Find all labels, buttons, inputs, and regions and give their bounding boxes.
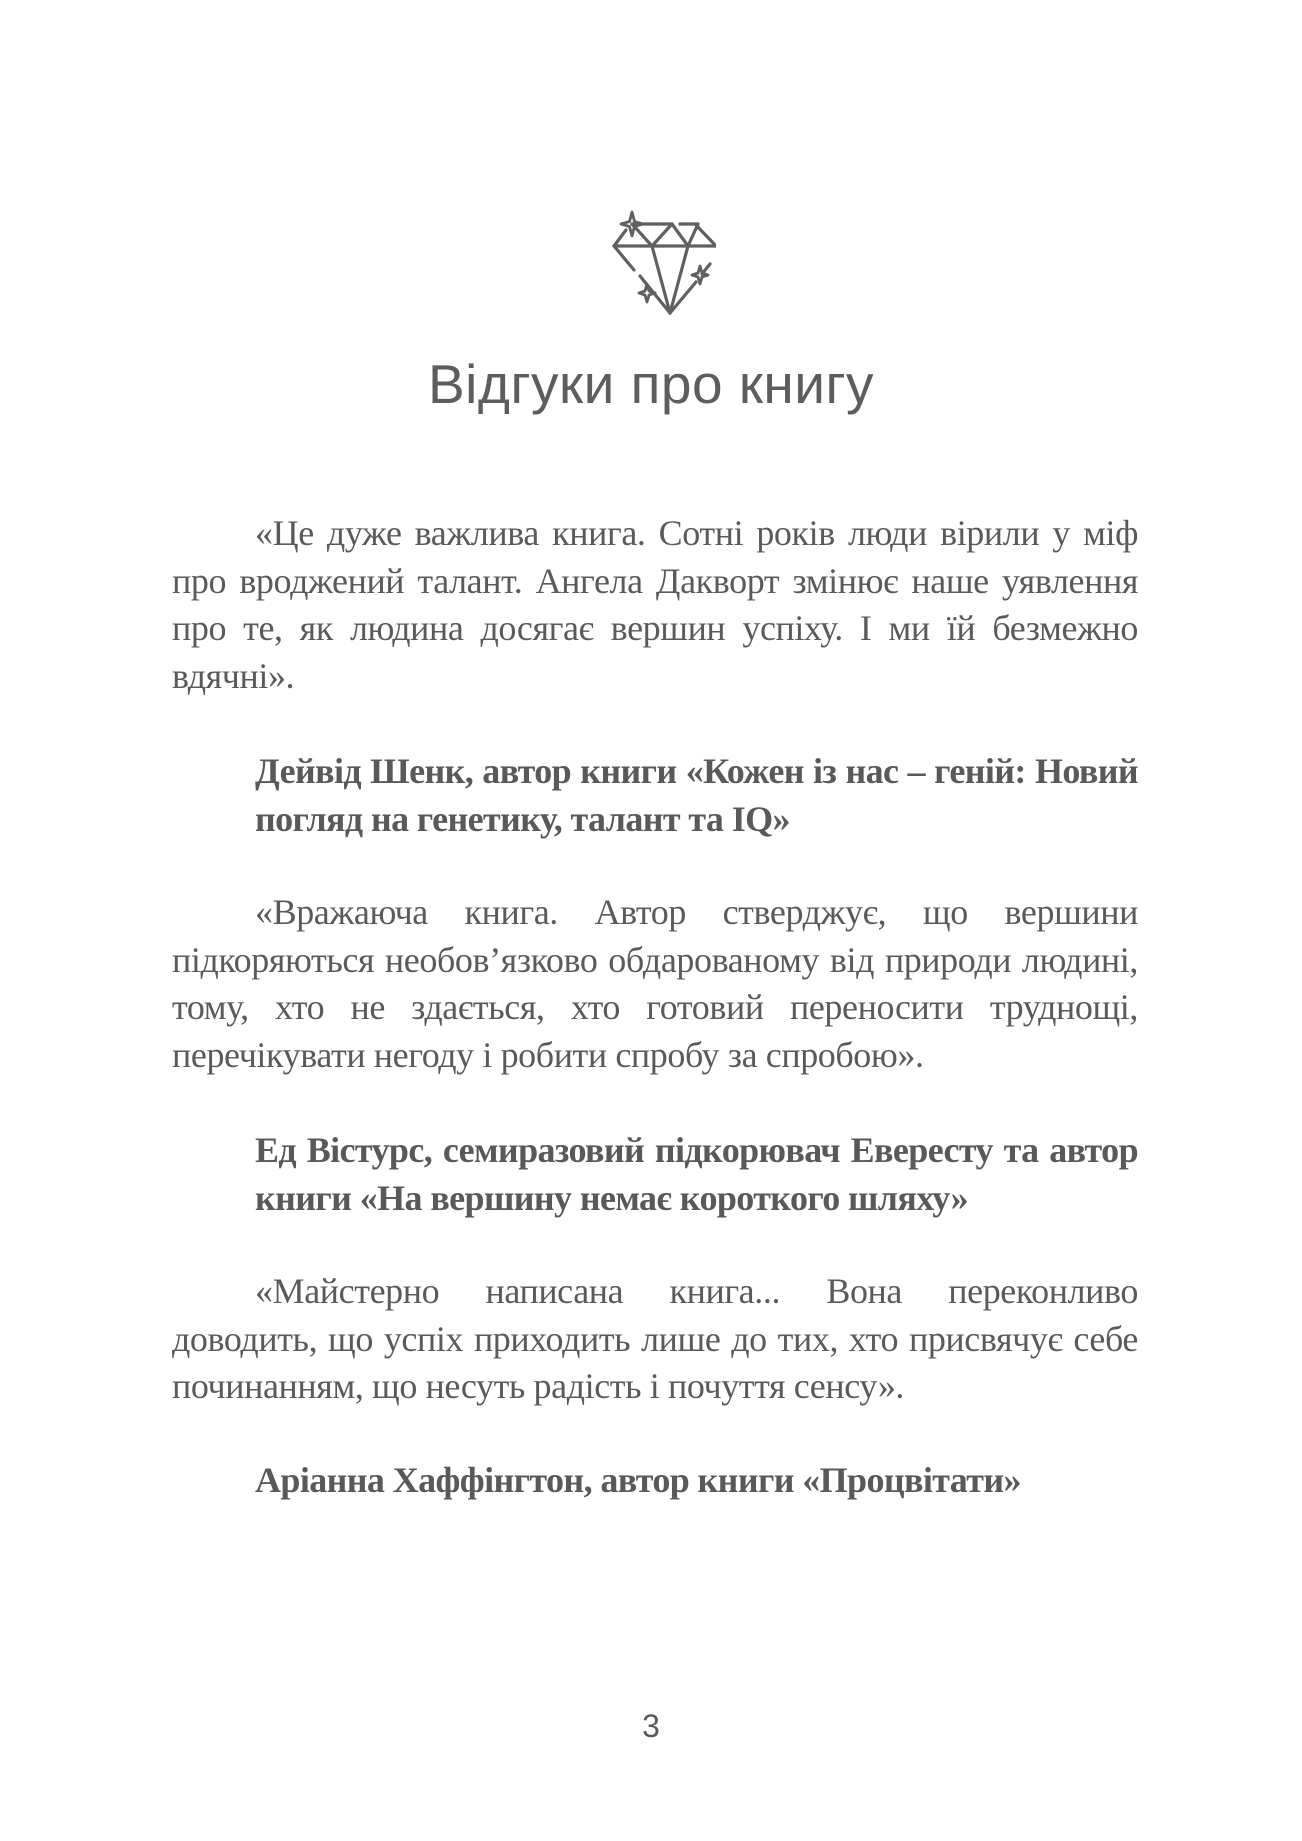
page-title: Відгуки про книгу xyxy=(427,353,875,415)
review-attribution: Аріанна Хаффінгтон, автор книги «Процвітати» xyxy=(255,1459,1021,1500)
page-number: 3 xyxy=(642,1708,660,1744)
diamond-icon xyxy=(586,200,716,315)
review-quote: «Майстерно написана книга... Вона переконливо доводить, що успіх приходить лише до тих, хто присвячує себе починанням, що несуть радість і почуття сенсу». xyxy=(172,1271,1138,1406)
review-attribution: Ед Вістурс, семиразовий підкорювач Евересту та автор книги «На вершину немає короткого шляху» xyxy=(255,1130,1138,1218)
review-quote: «Вражаюча книга. Автор стверджує, що вершини підкоряються необов’язково обдарованому від природи людині, тому, хто не здається, хто готовий переносити труднощі, перечікувати негоду і робити спробу за спробою». xyxy=(172,892,1138,1075)
reviews-section xyxy=(172,510,1138,1504)
review-quote: «Це дуже важлива книга. Сотні років люди вірили у міф про вроджений талант. Ангела Дакворт змінює наше уявлення про те, як людина досягає вершин успіху. І ми їй безмежно вдячні». xyxy=(172,513,1138,696)
review-attribution: Дейвід Шенк, автор книги «Кожен із нас – геній: Новий погляд на генетику, талант та IQ» xyxy=(255,751,1138,839)
